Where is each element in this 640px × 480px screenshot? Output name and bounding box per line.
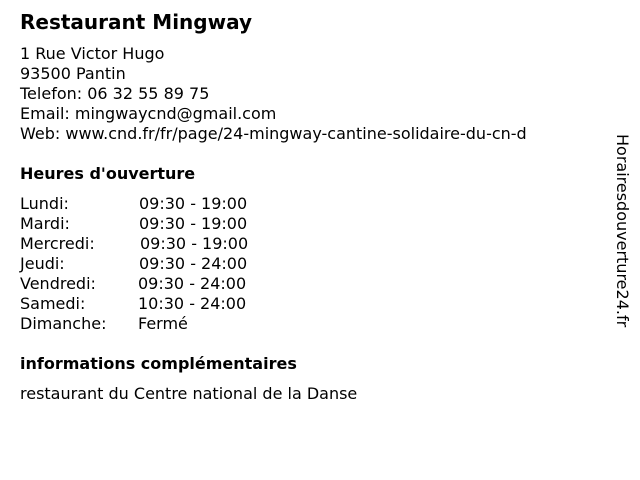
day-label: Vendredi:	[20, 274, 96, 293]
day-label: Mardi:	[20, 214, 70, 233]
email-line: Email: mingwaycnd@gmail.com	[20, 104, 277, 123]
day-hours: 09:30 - 19:00	[140, 234, 249, 253]
day-hours: 09:30 - 19:00	[139, 214, 248, 233]
day-label: Dimanche:	[20, 314, 107, 333]
site-brand-vertical: Horairesdouverture24.fr	[613, 134, 632, 328]
address-street: 1 Rue Victor Hugo	[20, 44, 165, 63]
day-hours: 09:30 - 24:00	[138, 274, 247, 293]
day-hours: Fermé	[138, 314, 188, 333]
day-label: Lundi:	[20, 194, 69, 213]
day-hours: 09:30 - 19:00	[139, 194, 248, 213]
web-line: Web: www.cnd.fr/fr/page/24-mingway-cantine-solidaire-du-cn-d	[20, 124, 527, 143]
address-city: 93500 Pantin	[20, 64, 126, 83]
day-hours: 09:30 - 24:00	[139, 254, 248, 273]
day-label: Mercredi:	[20, 234, 95, 253]
day-label: Samedi:	[20, 294, 86, 313]
restaurant-name: Restaurant Mingway	[20, 10, 252, 34]
hours-heading: Heures d'ouverture	[20, 164, 196, 183]
info-text: restaurant du Centre national de la Danse	[20, 384, 358, 403]
day-hours: 10:30 - 24:00	[138, 294, 247, 313]
day-label: Jeudi:	[20, 254, 65, 273]
phone-line: Telefon: 06 32 55 89 75	[20, 84, 210, 103]
address-block	[20, 44, 527, 144]
info-heading: informations complémentaires	[20, 354, 297, 373]
